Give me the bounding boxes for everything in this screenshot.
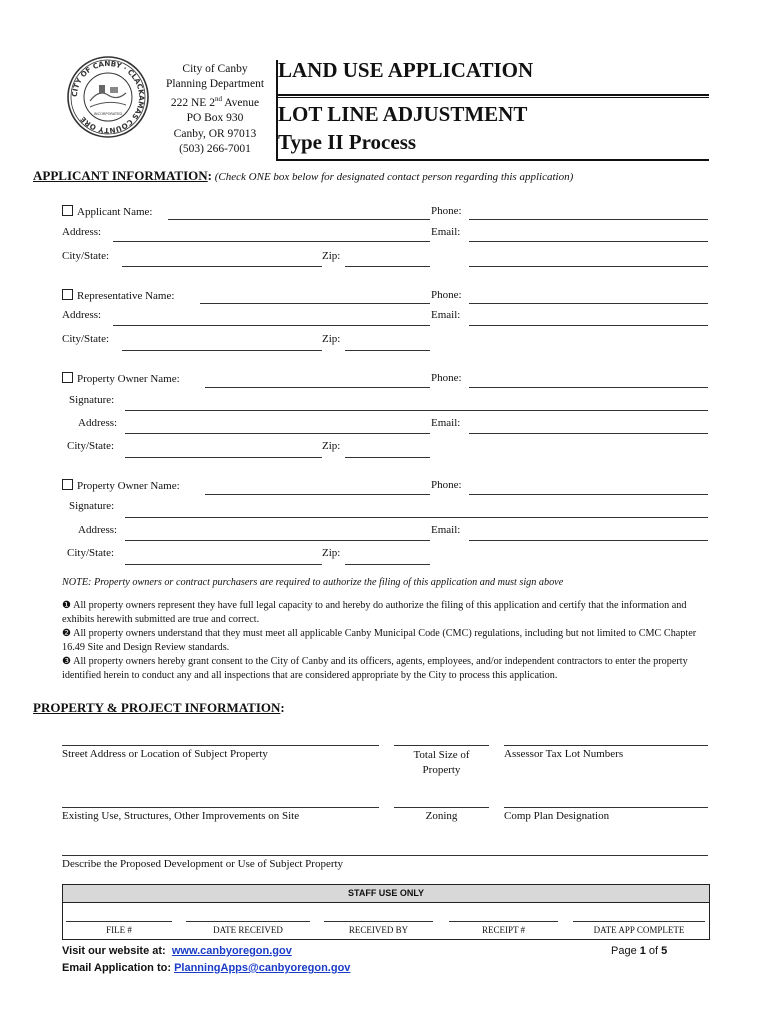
seal-center-text: INCORPORATED (93, 112, 123, 116)
street-address-label: Street Address or Location of Subject Property (62, 748, 268, 760)
owner2-citystate-field[interactable] (125, 564, 322, 565)
comp-plan-field[interactable] (504, 807, 708, 808)
certification-item-1: ❶ All property owners represent they have full legal capacity to and hereby do authorize the filing of this application and certify that the information and exhibits herewith submitted are true and correct. (62, 600, 687, 625)
owner2-signature-field[interactable] (125, 517, 708, 518)
applicant-phone-label: Phone: (431, 205, 462, 217)
owner2-phone-field[interactable] (469, 494, 708, 495)
owner1-signature-field[interactable] (125, 410, 708, 411)
owner1-name-field[interactable] (205, 387, 430, 388)
form-title: LAND USE APPLICATION (278, 58, 534, 82)
representative-name-field[interactable] (200, 303, 430, 304)
footer-email-row: Email Application to: PlanningApps@canbyoregon.gov (62, 962, 351, 974)
title-rule-top (277, 94, 709, 96)
owner2-name-field[interactable] (205, 494, 430, 495)
owner2-zip-field[interactable] (345, 564, 430, 565)
footer-website-label: Visit our website at: (62, 945, 166, 957)
owner2-phone-label: Phone: (431, 479, 462, 491)
owner1-name-label: Property Owner Name: (62, 372, 180, 385)
representative-name-label: Representative Name: (62, 289, 174, 302)
proposed-development-label: Describe the Proposed Development or Use of Subject Property (62, 858, 344, 870)
representative-checkbox[interactable] (62, 289, 73, 300)
staff-date-complete-label: DATE APP COMPLETE (593, 925, 685, 935)
representative-address-field[interactable] (113, 325, 430, 326)
form-process-type: Type II Process (278, 130, 417, 154)
city-seal (66, 55, 150, 139)
authorization-note: NOTE: Property owners or contract purchasers are required to authorize the filing of this application and must sign above (62, 577, 564, 588)
owner1-zip-field[interactable] (345, 457, 430, 458)
existing-use-label: Existing Use, Structures, Other Improvements on Site (62, 810, 300, 822)
owner1-checkbox[interactable] (62, 372, 73, 383)
owner2-signature-label: Signature: (69, 500, 115, 512)
zoning-label: Zoning (425, 810, 458, 822)
applicant-phone-field[interactable] (469, 219, 708, 220)
applicant-checkbox[interactable] (62, 205, 73, 216)
representative-citystate-field[interactable] (122, 350, 322, 351)
owner2-email-field[interactable] (469, 540, 708, 541)
applicant-address-field[interactable] (113, 241, 430, 242)
owner1-phone-label: Phone: (431, 372, 462, 384)
applicant-email-label: Email: (431, 226, 461, 238)
total-size-field[interactable] (394, 745, 489, 746)
title-rule-top-thin (277, 97, 709, 98)
footer-email-label: Email Application to (62, 962, 168, 974)
tax-lot-label: Assessor Tax Lot Numbers (504, 748, 624, 760)
zoning-field[interactable] (394, 807, 489, 808)
representative-zip-field[interactable] (345, 350, 430, 351)
owner1-citystate-label: City/State: (67, 440, 115, 452)
staff-date-complete-field[interactable] (573, 921, 705, 922)
owner1-signature-label: Signature: (69, 394, 115, 406)
website-link[interactable]: www.canbyoregon.gov (171, 945, 292, 957)
certification-item-2: ❷ All property owners understand that they must meet all applicable Canby Municipal Code (CMC) regulations, including but not limited to CMC Chapter 16.49 Site and Design Review standards. (62, 628, 697, 653)
existing-use-field[interactable] (62, 807, 379, 808)
owner2-email-label: Email: (431, 524, 461, 536)
staff-receipt-label: RECEIPT # (481, 925, 526, 935)
property-heading: PROPERTY & PROJECT INFORMATION (33, 700, 281, 715)
owner2-citystate-label: City/State: (67, 547, 115, 559)
address-line-dept: Planning Department (165, 78, 265, 91)
applicant-heading-row: APPLICANT INFORMATION: (Check ONE box below for designated contact person regarding this application) (33, 168, 574, 183)
seal-ring-text: CITY OF CANBY · CLACKAMAS COUNTY ORE (69, 58, 147, 136)
address-line-city: City of Canby (182, 63, 248, 75)
representative-email-label: Email: (431, 309, 461, 321)
comp-plan-label: Comp Plan Designation (504, 810, 610, 822)
representative-zip-label: Zip: (322, 333, 341, 345)
tax-lot-field[interactable] (504, 745, 708, 746)
owner1-citystate-field[interactable] (125, 457, 322, 458)
applicant-email-field[interactable] (469, 241, 708, 242)
representative-email-field[interactable] (469, 325, 708, 326)
address-line-citystate: Canby, OR 97013 (173, 127, 257, 140)
applicant-address-label: Address: (62, 226, 102, 238)
form-subtitle: LOT LINE ADJUSTMENT (278, 102, 528, 126)
title-rule-bottom (277, 159, 709, 161)
certification-item-3: ❸ All property owners hereby grant consent to the City of Canby and its officers, agents, employees, and/or independent contractors to enter the property identified herein to conduct any and all inspections that are considered appropriate by the City to process this application. (62, 656, 688, 681)
owner1-address-field[interactable] (125, 433, 430, 434)
page-number: Page 1 of 5 (611, 945, 668, 957)
owner1-phone-field[interactable] (469, 387, 708, 388)
email-link[interactable]: PlanningApps@canbyoregon.gov (174, 962, 351, 974)
applicant-citystate-label: City/State: (62, 250, 110, 262)
staff-date-received-field[interactable] (186, 921, 310, 922)
staff-receipt-field[interactable] (449, 921, 558, 922)
address-line-pobox: PO Box 930 (186, 112, 244, 125)
applicant-zip-field[interactable] (345, 266, 430, 267)
applicant-name-label: Applicant Name: (62, 205, 152, 218)
owner2-address-field[interactable] (125, 540, 430, 541)
staff-file-field[interactable] (66, 921, 172, 922)
owner1-email-label: Email: (431, 417, 461, 429)
staff-file-label: FILE # (106, 925, 132, 935)
owner1-address-label: Address: (78, 417, 118, 429)
address-line-street: 222 NE 2nd Avenue (170, 95, 260, 110)
applicant-name-field[interactable] (168, 219, 430, 220)
staff-date-received-label: DATE RECEIVED (213, 925, 283, 935)
owner1-zip-label: Zip: (322, 440, 341, 452)
department-address (156, 62, 274, 157)
staff-received-by-label: RECEIVED BY (348, 925, 409, 935)
total-size-label: Total Size of Property (413, 749, 470, 776)
owner1-email-field[interactable] (469, 433, 708, 434)
applicant-instruction: (Check ONE box below for designated contact person regarding this application) (214, 171, 574, 183)
proposed-development-field[interactable] (62, 855, 708, 856)
staff-use-heading: STAFF USE ONLY (62, 884, 710, 903)
applicant-citystate-field[interactable] (122, 266, 322, 267)
applicant-zip-label: Zip: (322, 250, 341, 262)
representative-phone-label: Phone: (431, 289, 462, 301)
applicant-extra-field[interactable] (469, 266, 708, 267)
property-heading-row: PROPERTY & PROJECT INFORMATION: (33, 700, 285, 715)
representative-address-label: Address: (62, 309, 102, 321)
applicant-heading: APPLICANT INFORMATION (33, 168, 208, 183)
staff-received-by-field[interactable] (324, 921, 433, 922)
address-line-phone: (503) 266-7001 (179, 142, 251, 155)
footer-website-row (62, 945, 292, 957)
representative-phone-field[interactable] (469, 303, 708, 304)
owner2-address-label: Address: (78, 524, 118, 536)
owner2-name-label: Property Owner Name: (62, 479, 180, 492)
owner2-checkbox[interactable] (62, 479, 73, 490)
owner2-zip-label: Zip: (322, 547, 341, 559)
street-address-field[interactable] (62, 745, 379, 746)
svg-text:CITY OF CANBY · CLACKAMAS COUN (70, 59, 146, 135)
representative-citystate-label: City/State: (62, 333, 110, 345)
